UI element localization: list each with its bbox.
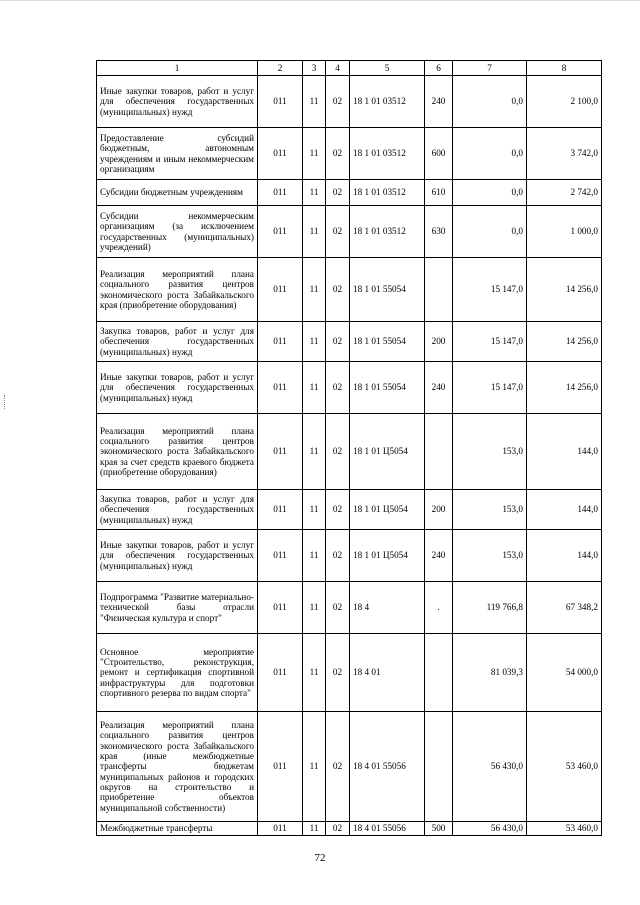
column-8-cell: 14 256,0: [527, 258, 602, 322]
column-8-cell: 1 000,0: [527, 206, 602, 258]
row-name-cell: Предоставление субсидий бюджетным, автономным учреждениям и иным некоммерческим организациям: [97, 128, 258, 180]
row-name-cell: Иные закупки товаров, работ и услуг для обеспечения государственных (муниципальных) нужд: [97, 76, 258, 128]
header-cell: 6: [425, 61, 453, 76]
column-5-cell: 18 1 01 Ц5054: [350, 490, 425, 530]
column-6-cell: 200: [425, 490, 453, 530]
column-6-cell: 610: [425, 180, 453, 206]
column-3-cell: 11: [303, 490, 326, 530]
table-row: [97, 490, 602, 530]
column-2-cell: 011: [258, 180, 303, 206]
row-name-cell: Закупка товаров, работ и услуг для обеспечения государственных (муниципальных) нужд: [97, 322, 258, 362]
row-name-cell: Субсидии бюджетным учреждениям: [97, 180, 258, 206]
column-3-cell: 11: [303, 76, 326, 128]
column-4-cell: 02: [326, 76, 350, 128]
column-7-cell: 0,0: [453, 128, 527, 180]
column-2-cell: 011: [258, 76, 303, 128]
column-2-cell: 011: [258, 258, 303, 322]
column-4-cell: 02: [326, 822, 350, 836]
page-number: 72: [314, 852, 326, 864]
column-8-cell: 53 460,0: [527, 822, 602, 836]
column-5-cell: 18 1 01 55054: [350, 362, 425, 414]
table-row: [97, 206, 602, 258]
column-4-cell: 02: [326, 258, 350, 322]
column-4-cell: 02: [326, 206, 350, 258]
column-8-cell: 67 348,2: [527, 582, 602, 634]
table-row: [97, 712, 602, 822]
table-row: [97, 128, 602, 180]
column-2-cell: 011: [258, 634, 303, 712]
column-4-cell: 02: [326, 712, 350, 822]
row-name-cell: Иные закупки товаров, работ и услуг для обеспечения государственных (муниципальных) нужд: [97, 530, 258, 582]
column-8-cell: 14 256,0: [527, 362, 602, 414]
column-7-cell: 15 147,0: [453, 322, 527, 362]
table-row: [97, 582, 602, 634]
column-6-cell: 240: [425, 362, 453, 414]
column-4-cell: 02: [326, 634, 350, 712]
table-row: [97, 76, 602, 128]
header-cell: 4: [326, 61, 350, 76]
header-cell: 5: [350, 61, 425, 76]
column-7-cell: 0,0: [453, 76, 527, 128]
scan-top-edge: [0, 0, 640, 1]
column-6-cell: 600: [425, 128, 453, 180]
column-8-cell: 144,0: [527, 490, 602, 530]
column-3-cell: 11: [303, 128, 326, 180]
row-name-cell: Реализация мероприятий плана социального развития центров экономического роста Забайкальского края (приобретение оборудования): [97, 258, 258, 322]
column-4-cell: 02: [326, 530, 350, 582]
column-7-cell: 15 147,0: [453, 258, 527, 322]
column-7-cell: 81 039,3: [453, 634, 527, 712]
column-6-cell: 630: [425, 206, 453, 258]
column-7-cell: 56 430,0: [453, 822, 527, 836]
column-8-cell: 144,0: [527, 530, 602, 582]
column-5-cell: 18 1 01 Ц5054: [350, 530, 425, 582]
column-5-cell: 18 1 01 55054: [350, 322, 425, 362]
column-8-cell: 14 256,0: [527, 322, 602, 362]
header-cell: 3: [303, 61, 326, 76]
header-cell: 7: [453, 61, 527, 76]
header-cell: 2: [258, 61, 303, 76]
table-row: [97, 322, 602, 362]
column-5-cell: 18 1 01 03512: [350, 76, 425, 128]
row-name-cell: Межбюджетные трансферты: [97, 822, 258, 836]
column-8-cell: 2 742,0: [527, 180, 602, 206]
column-6-cell: [425, 414, 453, 490]
column-6-cell: [425, 258, 453, 322]
column-8-cell: 54 000,0: [527, 634, 602, 712]
column-2-cell: 011: [258, 712, 303, 822]
column-6-cell: 240: [425, 530, 453, 582]
column-3-cell: 11: [303, 322, 326, 362]
column-7-cell: 0,0: [453, 180, 527, 206]
table-row: [97, 414, 602, 490]
column-4-cell: 02: [326, 362, 350, 414]
column-3-cell: 11: [303, 180, 326, 206]
row-name-cell: Реализация мероприятий плана социального развития центров экономического роста Забайкальского края (иные межбюджетные трансферты бюджетам муниципальных районов и городских округов на строительство и приобретение объектов муниципальной собственности): [97, 712, 258, 822]
column-4-cell: 02: [326, 414, 350, 490]
table-row: [97, 822, 602, 836]
column-4-cell: 02: [326, 490, 350, 530]
table-row: [97, 634, 602, 712]
column-7-cell: 119 766,8: [453, 582, 527, 634]
column-6-cell: .: [425, 582, 453, 634]
column-4-cell: 02: [326, 180, 350, 206]
column-3-cell: 11: [303, 362, 326, 414]
table-row: [97, 530, 602, 582]
column-2-cell: 011: [258, 206, 303, 258]
column-3-cell: 11: [303, 414, 326, 490]
column-6-cell: [425, 634, 453, 712]
column-7-cell: 153,0: [453, 490, 527, 530]
column-3-cell: 11: [303, 206, 326, 258]
header-cell: 8: [527, 61, 602, 76]
row-name-cell: Основное мероприятие "Строительство, реконструкция, ремонт и сертификация спортивной инфраструктуры для подготовки спортивного резерва по видам спорта": [97, 634, 258, 712]
column-2-cell: 011: [258, 322, 303, 362]
column-5-cell: 18 1 01 03512: [350, 206, 425, 258]
table-header-row: [97, 61, 602, 76]
header-cell: 1: [97, 61, 258, 76]
column-5-cell: 18 1 01 03512: [350, 128, 425, 180]
column-3-cell: 11: [303, 634, 326, 712]
scan-artifact: [4, 395, 6, 409]
column-4-cell: 02: [326, 582, 350, 634]
column-2-cell: 011: [258, 582, 303, 634]
column-6-cell: 240: [425, 76, 453, 128]
column-5-cell: 18 4 01 55056: [350, 712, 425, 822]
column-5-cell: 18 1 01 55054: [350, 258, 425, 322]
column-7-cell: 153,0: [453, 414, 527, 490]
row-name-cell: Закупка товаров, работ и услуг для обеспечения государственных (муниципальных) нужд: [97, 490, 258, 530]
table-row: [97, 180, 602, 206]
column-4-cell: 02: [326, 322, 350, 362]
column-3-cell: 11: [303, 258, 326, 322]
table-row: [97, 362, 602, 414]
column-7-cell: 0,0: [453, 206, 527, 258]
column-2-cell: 011: [258, 362, 303, 414]
column-6-cell: 500: [425, 822, 453, 836]
column-3-cell: 11: [303, 712, 326, 822]
column-5-cell: 18 1 01 03512: [350, 180, 425, 206]
column-5-cell: 18 1 01 Ц5054: [350, 414, 425, 490]
row-name-cell: Реализация мероприятий плана социального развития центров экономического роста Забайкальского края за счет средств краевого бюджета (приобретение оборудования): [97, 414, 258, 490]
row-name-cell: Иные закупки товаров, работ и услуг для обеспечения государственных (муниципальных) нужд: [97, 362, 258, 414]
budget-table: [96, 60, 602, 836]
column-7-cell: 153,0: [453, 530, 527, 582]
column-5-cell: 18 4 01 55056: [350, 822, 425, 836]
column-2-cell: 011: [258, 530, 303, 582]
table-row: [97, 258, 602, 322]
column-5-cell: 18 4 01: [350, 634, 425, 712]
column-2-cell: 011: [258, 414, 303, 490]
column-8-cell: 144,0: [527, 414, 602, 490]
column-2-cell: 011: [258, 822, 303, 836]
column-3-cell: 11: [303, 822, 326, 836]
column-3-cell: 11: [303, 530, 326, 582]
row-name-cell: Подпрограмма "Развитие материально-технической базы отрасли "Физическая культура и спорт": [97, 582, 258, 634]
column-7-cell: 15 147,0: [453, 362, 527, 414]
column-6-cell: [425, 712, 453, 822]
column-7-cell: 56 430,0: [453, 712, 527, 822]
column-2-cell: 011: [258, 128, 303, 180]
column-8-cell: 53 460,0: [527, 712, 602, 822]
row-name-cell: Субсидии некоммерческим организациям (за исключением государственных (муниципальных) учреждений): [97, 206, 258, 258]
column-8-cell: 3 742,0: [527, 128, 602, 180]
column-4-cell: 02: [326, 128, 350, 180]
column-3-cell: 11: [303, 582, 326, 634]
column-2-cell: 011: [258, 490, 303, 530]
column-8-cell: 2 100,0: [527, 76, 602, 128]
column-5-cell: 18 4: [350, 582, 425, 634]
column-6-cell: 200: [425, 322, 453, 362]
